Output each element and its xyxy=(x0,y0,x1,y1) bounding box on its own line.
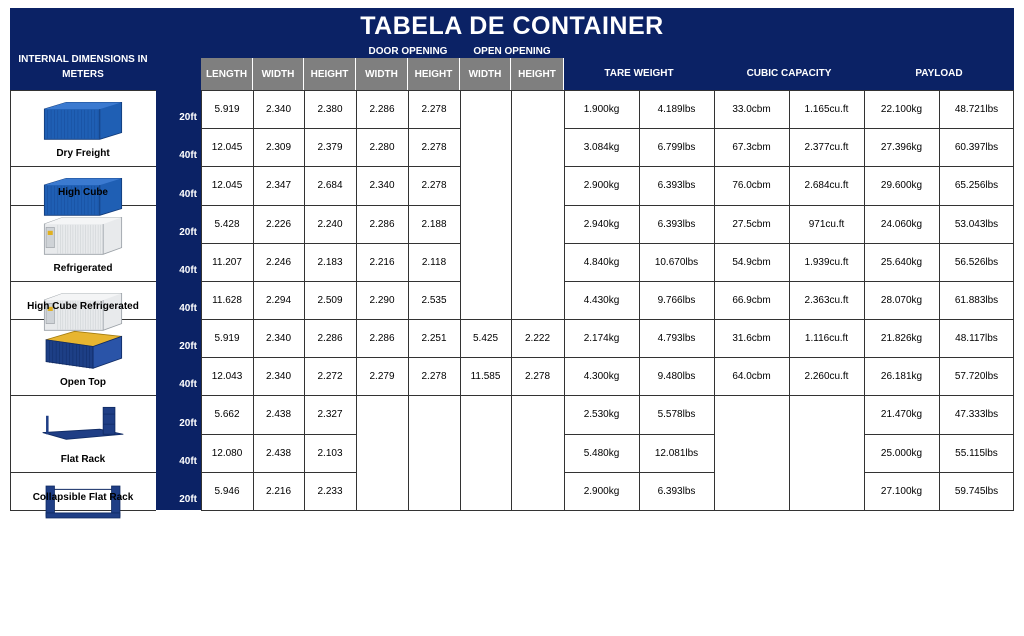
cell-door-width: 2.340 xyxy=(369,180,395,191)
cell-door-height: 2.535 xyxy=(421,294,447,306)
cell-tare-kg: 2.900kg xyxy=(583,180,620,191)
row-divider xyxy=(304,510,356,511)
internal-dimensions-line-2: METERS xyxy=(62,69,104,80)
cell-payload-kg: 25.000kg xyxy=(880,447,923,459)
row-divider xyxy=(10,395,156,396)
cell-payload-lbs: 53.043lbs xyxy=(954,218,999,230)
cell-tare-kg: 4.840kg xyxy=(583,256,620,268)
cell-cbm: 54.9cbm xyxy=(732,256,771,268)
height-header: HEIGHT xyxy=(304,58,356,90)
row-divider xyxy=(939,510,1014,511)
container-size-label: 20ft xyxy=(179,494,197,505)
cell-length: 5.919 xyxy=(214,103,240,115)
cell-tare-lbs: 4.189lbs xyxy=(657,103,696,115)
cell-tare-lbs: 6.393lbs xyxy=(657,485,696,497)
cell-door-height: 2.188 xyxy=(421,218,447,230)
cell-payload-lbs: 60.397lbs xyxy=(954,141,999,153)
cell-cbm: 66.9cbm xyxy=(732,294,771,306)
column-divider xyxy=(511,90,512,510)
cell-payload-kg: 26.181kg xyxy=(880,370,923,382)
row-divider xyxy=(10,166,156,167)
cubic-capacity-header: CUBIC CAPACITY xyxy=(746,68,832,79)
row-divider xyxy=(253,510,304,511)
width-header: WIDTH xyxy=(253,58,304,90)
cell-payload-kg: 29.600kg xyxy=(880,180,923,191)
cell-cbm: 31.6cbm xyxy=(732,332,771,344)
row-divider xyxy=(789,395,864,396)
cell-tare-lbs: 6.393lbs xyxy=(657,218,696,230)
cell-cuft: 2.260cu.ft xyxy=(804,370,849,382)
cell-width: 2.347 xyxy=(265,180,292,191)
cell-tare-kg: 2.900kg xyxy=(583,485,620,497)
cell-tare-kg: 2.530kg xyxy=(583,409,620,420)
cell-width: 2.246 xyxy=(265,256,292,268)
cell-payload-kg: 27.100kg xyxy=(880,485,923,497)
container-type-name: Open Top xyxy=(60,377,106,388)
cell-length: 5.662 xyxy=(214,409,240,420)
cell-width: 2.216 xyxy=(265,485,292,497)
cell-door-width: 2.290 xyxy=(369,294,395,306)
cell-length: 12.080 xyxy=(211,447,243,459)
cell-payload-kg: 27.396kg xyxy=(880,141,923,153)
open-height-header: HEIGHT xyxy=(511,58,564,90)
internal-dimensions-header xyxy=(10,52,156,82)
cell-length: 12.045 xyxy=(211,180,243,191)
cell-door-width: 2.279 xyxy=(369,370,395,382)
row-divider xyxy=(10,281,156,282)
page-title: TABELA DE CONTAINER xyxy=(360,12,664,40)
cell-open-width: 5.425 xyxy=(472,332,499,344)
cell-tare-kg: 1.900kg xyxy=(583,103,620,115)
dry-freight-container-icon xyxy=(41,96,125,149)
cell-width: 2.438 xyxy=(265,409,292,420)
cell-width: 2.340 xyxy=(265,103,292,115)
cell-door-height: 2.278 xyxy=(421,370,447,382)
cell-width: 2.340 xyxy=(265,370,292,382)
cell-door-height: 2.118 xyxy=(421,256,447,268)
cell-cuft: 1.939cu.ft xyxy=(804,256,849,268)
cell-payload-kg: 25.640kg xyxy=(880,256,923,268)
cell-tare-lbs: 6.393lbs xyxy=(657,180,696,191)
cell-payload-lbs: 61.883lbs xyxy=(954,294,999,306)
container-size-label: 40ft xyxy=(179,379,197,390)
cell-door-width: 2.280 xyxy=(369,141,395,153)
row-divider xyxy=(714,510,789,511)
door-opening-header: DOOR OPENING xyxy=(368,46,448,57)
cell-cbm: 33.0cbm xyxy=(732,103,771,115)
cell-cuft: 2.684cu.ft xyxy=(804,180,849,191)
cell-tare-kg: 4.300kg xyxy=(583,370,620,382)
container-type-name: Collapsible Flat Rack xyxy=(32,492,134,503)
row-divider xyxy=(10,90,156,91)
row-divider xyxy=(460,395,511,396)
row-divider xyxy=(460,510,511,511)
cell-payload-lbs: 47.333lbs xyxy=(954,409,999,420)
cell-height: 2.183 xyxy=(317,256,343,268)
cell-width: 2.294 xyxy=(265,294,292,306)
cell-tare-lbs: 9.480lbs xyxy=(657,370,696,382)
cell-payload-kg: 21.826kg xyxy=(880,332,923,344)
cell-door-width: 2.286 xyxy=(369,332,395,344)
cell-height: 2.286 xyxy=(317,332,343,344)
cell-tare-kg: 2.940kg xyxy=(583,218,620,230)
table-header xyxy=(10,8,1014,90)
cell-length: 12.043 xyxy=(211,370,243,382)
cell-cbm: 76.0cbm xyxy=(732,180,771,191)
cell-payload-kg: 28.070kg xyxy=(880,294,923,306)
cell-width: 2.309 xyxy=(265,141,292,153)
row-divider xyxy=(356,510,408,511)
container-size-label: 40ft xyxy=(179,189,197,200)
row-divider xyxy=(201,510,253,511)
cell-width: 2.226 xyxy=(265,218,292,230)
row-divider xyxy=(511,395,564,396)
cell-door-height: 2.278 xyxy=(421,180,447,191)
cell-height: 2.509 xyxy=(317,294,343,306)
container-type-name: High Cube xyxy=(58,187,108,198)
cell-height: 2.684 xyxy=(317,180,343,191)
cell-open-width: 11.585 xyxy=(470,370,501,382)
cell-tare-lbs: 10.670lbs xyxy=(654,256,699,268)
cell-tare-kg: 4.430kg xyxy=(583,294,620,306)
cell-height: 2.327 xyxy=(317,409,343,420)
door-height-header: HEIGHT xyxy=(408,58,460,90)
container-size-label: 40ft xyxy=(179,265,197,276)
row-divider xyxy=(639,510,714,511)
column-divider xyxy=(460,90,461,510)
cell-height: 2.233 xyxy=(317,485,343,497)
cell-height: 2.379 xyxy=(317,141,343,153)
container-size-label: 40ft xyxy=(179,303,197,314)
cell-door-height: 2.278 xyxy=(421,103,447,115)
cell-door-width: 2.286 xyxy=(369,103,395,115)
cell-height: 2.272 xyxy=(317,370,343,382)
row-divider xyxy=(10,472,156,473)
container-type-name: High Cube Refrigerated xyxy=(27,301,139,312)
container-size-label: 20ft xyxy=(179,112,197,123)
tare-weight-header: TARE WEIGHT xyxy=(604,68,674,79)
row-divider xyxy=(460,90,511,91)
cell-tare-kg: 3.084kg xyxy=(583,141,620,153)
row-divider xyxy=(864,510,939,511)
cell-length: 5.919 xyxy=(214,332,240,344)
cell-length: 11.207 xyxy=(212,256,242,268)
cell-door-width: 2.216 xyxy=(369,256,395,268)
cell-height: 2.380 xyxy=(317,103,343,115)
row-divider xyxy=(789,510,864,511)
container-size-label: 20ft xyxy=(179,341,197,352)
cell-payload-kg: 21.470kg xyxy=(880,409,923,420)
container-type-name: Flat Rack xyxy=(60,454,106,465)
row-divider xyxy=(511,90,564,91)
cell-cuft: 1.116cu.ft xyxy=(804,332,849,344)
cell-payload-lbs: 65.256lbs xyxy=(954,180,999,191)
refrigerated-container-icon xyxy=(41,211,125,264)
row-divider xyxy=(564,510,639,511)
cell-payload-lbs: 48.721lbs xyxy=(954,103,999,115)
cell-payload-lbs: 57.720lbs xyxy=(954,370,999,382)
length-header: LENGTH xyxy=(201,58,253,90)
cell-door-width: 2.286 xyxy=(369,218,395,230)
cell-cbm: 64.0cbm xyxy=(732,370,771,382)
cell-tare-lbs: 5.578lbs xyxy=(657,409,696,420)
internal-dimensions-line-1: INTERNAL DIMENSIONS IN xyxy=(18,54,148,65)
cell-cbm: 27.5cbm xyxy=(732,218,771,230)
row-divider xyxy=(408,510,460,511)
row-divider xyxy=(408,395,460,396)
cell-cbm: 67.3cbm xyxy=(732,141,771,153)
cell-tare-lbs: 12.081lbs xyxy=(654,447,699,459)
open-top-container-icon xyxy=(41,325,125,378)
row-divider xyxy=(356,395,408,396)
cell-cuft: 971cu.ft xyxy=(808,218,845,230)
flat-rack-container-icon xyxy=(41,401,125,454)
cell-tare-lbs: 6.799lbs xyxy=(657,141,696,153)
cell-tare-kg: 2.174kg xyxy=(583,332,620,344)
cell-length: 5.428 xyxy=(214,218,240,230)
row-divider xyxy=(714,395,789,396)
cell-length: 12.045 xyxy=(211,141,243,153)
open-width-header: WIDTH xyxy=(460,58,511,90)
open-opening-header: OPEN OPENING xyxy=(473,46,551,57)
row-divider xyxy=(511,510,564,511)
cell-tare-kg: 5.480kg xyxy=(583,447,620,459)
cell-payload-lbs: 48.117lbs xyxy=(955,332,998,344)
payload-header: PAYLOAD xyxy=(915,68,963,79)
container-table xyxy=(10,90,1014,624)
cell-door-height: 2.278 xyxy=(421,141,447,153)
container-type-name: Dry Freight xyxy=(56,148,110,159)
cell-payload-kg: 24.060kg xyxy=(880,218,923,230)
cell-height: 2.103 xyxy=(317,447,343,459)
cell-payload-lbs: 59.745lbs xyxy=(954,485,999,497)
container-size-label: 40ft xyxy=(179,456,197,467)
cell-payload-lbs: 55.115lbs xyxy=(955,447,998,459)
cell-width: 2.340 xyxy=(265,332,292,344)
cell-payload-lbs: 56.526lbs xyxy=(954,256,999,268)
cell-open-height: 2.278 xyxy=(524,370,551,382)
cell-open-height: 2.222 xyxy=(524,332,551,344)
container-size-label: 20ft xyxy=(179,227,197,238)
container-type-name: Refrigerated xyxy=(53,263,113,274)
cell-cuft: 2.377cu.ft xyxy=(804,141,849,153)
container-size-label: 20ft xyxy=(179,418,197,429)
cell-length: 11.628 xyxy=(212,294,242,306)
cell-tare-lbs: 4.793lbs xyxy=(657,332,696,344)
cell-door-height: 2.251 xyxy=(421,332,447,344)
cell-payload-kg: 22.100kg xyxy=(880,103,923,115)
cell-tare-lbs: 9.766lbs xyxy=(657,294,696,306)
cell-cuft: 1.165cu.ft xyxy=(804,103,849,115)
cell-width: 2.438 xyxy=(265,447,292,459)
door-width-header: WIDTH xyxy=(356,58,408,90)
cell-length: 5.946 xyxy=(214,485,240,497)
cell-cuft: 2.363cu.ft xyxy=(804,294,849,306)
container-size-label: 40ft xyxy=(179,150,197,161)
cell-height: 2.240 xyxy=(317,218,343,230)
